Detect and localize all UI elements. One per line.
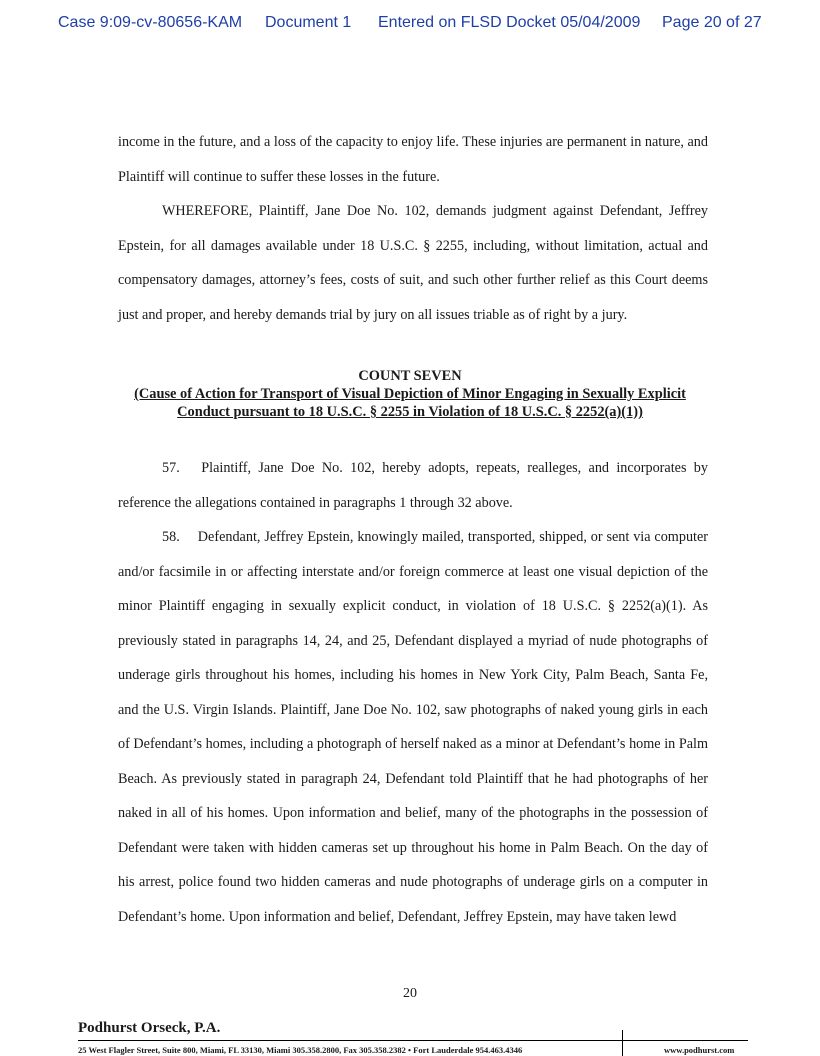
firm-website: www.podhurst.com	[664, 1045, 735, 1055]
paragraph-wherefore: WHEREFORE, Plaintiff, Jane Doe No. 102, demands judgment against Defendant, Jeffrey Epstein, for all damages available under 18 U.S.C. § 2255, including, without limitation, actual and compensatory damages, attorney’s fees, costs of suit, and such other further relief as this Court deems just and proper, and hereby demands trial by jury on all issues triable as of right by a jury.	[118, 203, 708, 323]
count-subtitle-line2: Conduct pursuant to 18 U.S.C. § 2255 in Violation of 18 U.S.C. § 2252(a)(1))	[177, 404, 643, 420]
count-title: COUNT SEVEN	[358, 368, 462, 384]
page-number: 20	[403, 986, 417, 1001]
footer-rule	[78, 1040, 748, 1041]
firm-name: Podhurst Orseck, P.A.	[78, 1020, 221, 1036]
count-subtitle-line1: (Cause of Action for Transport of Visual Depiction of Minor Engaging in Sexually Explicit	[134, 386, 686, 402]
paragraph-continuation: income in the future, and a loss of the capacity to enjoy life. These injuries are permanent in nature, and Plaintiff will continue to suffer these losses in the future.	[118, 134, 708, 185]
body-top	[118, 125, 708, 332]
footer-divider	[622, 1030, 623, 1056]
count-heading	[100, 367, 720, 421]
firm-address: 25 West Flagler Street, Suite 800, Miami, FL 33130, Miami 305.358.2800, Fax 305.358.2382 • Fort Lauderdale 954.463.4346	[78, 1045, 523, 1055]
paragraph-58: 58. Defendant, Jeffrey Epstein, knowingly mailed, transported, shipped, or sent via computer and/or facsimile in or affecting interstate and/or foreign commerce at least one visual depiction of the minor Plaintiff engaging in sexually explicit conduct, in violation of 18 U.S.C. § 2252(a)(1). As previously stated in paragraphs 14, 24, and 25, Defendant displayed a myriad of nude photographs of underage girls throughout his homes, including his homes in New York City, Palm Beach, Santa Fe, and the U.S. Virgin Islands. Plaintiff, Jane Doe No. 102, saw photographs of naked young girls in each of Defendant’s homes, including a photograph of herself naked as a minor at Defendant’s home in Palm Beach. As previously stated in paragraph 24, Defendant told Plaintiff that he had photographs of her naked in all of his homes. Upon information and belief, many of the photographs in the possession of Defendant were taken with hidden cameras set up throughout his home in Palm Beach. On the day of his arrest, police found two hidden cameras and nude photographs of underage girls on a computer in Defendant’s home. Upon information and belief, Defendant, Jeffrey Epstein, may have taken lewd	[118, 529, 708, 925]
case-number: Case 9:09-cv-80656-KAM	[58, 14, 243, 31]
body-bottom	[118, 451, 708, 934]
docket-entry: Entered on FLSD Docket 05/04/2009	[378, 14, 641, 31]
paragraph-57: 57. Plaintiff, Jane Doe No. 102, hereby adopts, repeats, realleges, and incorporates by reference the allegations contained in paragraphs 1 through 32 above.	[118, 460, 708, 511]
page-of: Page 20 of 27	[662, 14, 762, 31]
docket-header	[0, 14, 820, 40]
document-number: Document 1	[265, 14, 352, 31]
